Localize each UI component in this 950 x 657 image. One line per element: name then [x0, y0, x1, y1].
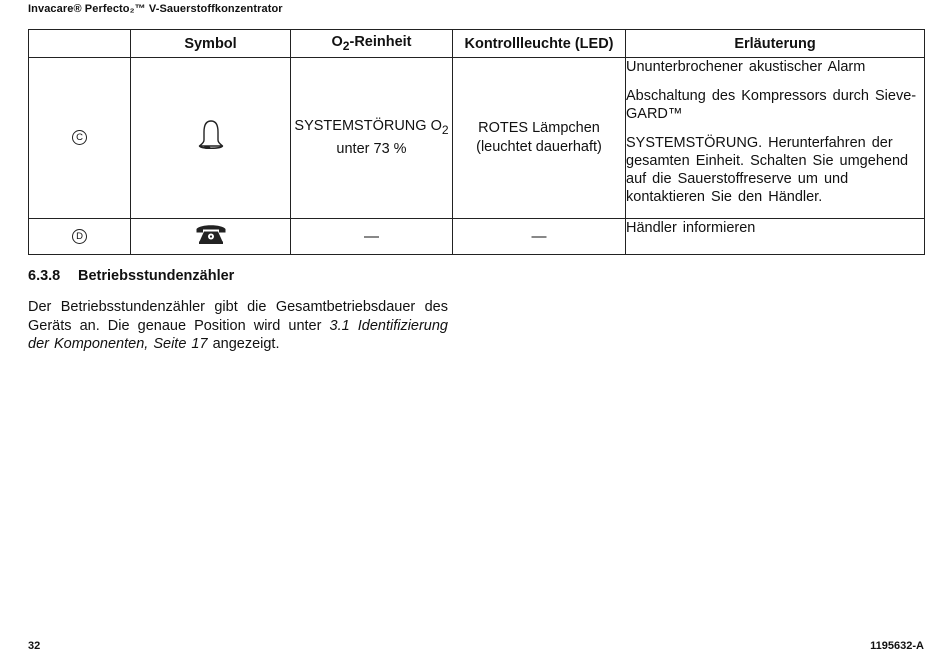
page-number: 32	[28, 640, 41, 652]
explanation-cell	[626, 219, 925, 255]
explanation-item: Abschaltung des Kompressors durch Sieve-GARD™	[626, 88, 917, 122]
table-row	[29, 58, 925, 219]
purity-header-suffix: -Reinheit	[349, 34, 412, 51]
led-state-text: (leuchtet dauerhaft)	[476, 139, 602, 155]
purity-threshold-text: unter 73 %	[336, 140, 407, 157]
status-table	[28, 29, 925, 255]
bell-icon	[196, 118, 226, 152]
section-heading	[28, 268, 234, 284]
telephone-icon	[195, 223, 227, 245]
explanation-cell	[626, 58, 925, 219]
section-body	[28, 298, 448, 354]
purity-header-prefix: O	[331, 34, 343, 51]
led-cell	[453, 58, 626, 219]
body-text: Der Betriebsstundenzähler gibt die Gesamtbetriebsdauer des Geräts an. Die genaue Position wird unter	[28, 299, 448, 334]
cross-reference-link[interactable]: 3.1 Identifizierung der Komponenten, Seite 17	[28, 317, 449, 352]
section-number: 6.3.8	[28, 268, 61, 284]
row-marker-cell	[29, 58, 131, 219]
column-header-marker	[29, 30, 131, 58]
section-title: Betriebsstundenzähler	[78, 268, 235, 284]
purity-status-text: SYSTEMSTÖRUNG O	[294, 118, 442, 135]
purity-status-subscript: 2	[441, 122, 449, 137]
body-text-end: angezeigt.	[207, 336, 280, 352]
running-header: Invacare® Perfecto₂™ V-Sauerstoffkonzentrator	[28, 3, 283, 15]
explanation-item: Händler informieren	[626, 220, 756, 236]
purity-cell	[291, 58, 453, 219]
explanation-item: SYSTEMSTÖRUNG. Herunterfahren der gesamten Einheit. Schalten Sie umgehend auf die Sauerstoffreserve um und kontaktieren Sie den Händler.	[626, 135, 909, 205]
table-header-row	[29, 30, 925, 58]
explanation-item: Ununterbrochener akustischer Alarm	[626, 59, 866, 75]
led-cell: —	[453, 219, 626, 255]
purity-header-subscript: 2	[342, 38, 350, 53]
purity-cell: —	[291, 219, 453, 255]
row-marker-d: D	[72, 229, 87, 244]
symbol-cell	[131, 219, 291, 255]
table-row	[29, 219, 925, 255]
document-code: 1195632-A	[870, 640, 924, 652]
row-marker-c: C	[72, 130, 87, 145]
column-header-symbol: Symbol	[131, 30, 291, 58]
column-header-purity	[291, 30, 453, 58]
led-color-text: ROTES Lämpchen	[478, 120, 600, 136]
column-header-explanation: Erläuterung	[626, 30, 925, 58]
column-header-led: Kontrollleuchte (LED)	[453, 30, 626, 58]
symbol-cell	[131, 58, 291, 219]
row-marker-cell	[29, 219, 131, 255]
